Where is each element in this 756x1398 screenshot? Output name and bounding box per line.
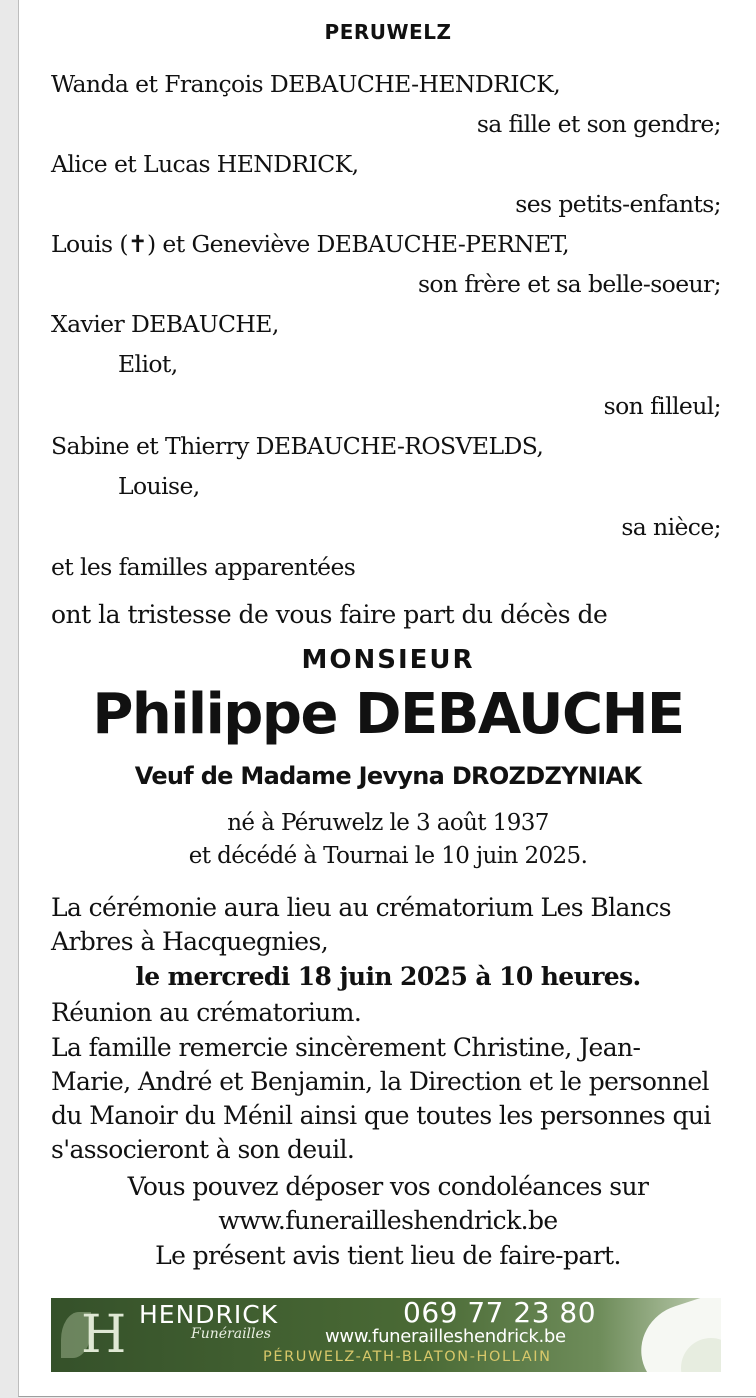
family-line: Louis (✝) et Geneviève DEBAUCHE-PERNET, xyxy=(51,230,570,258)
banner-brand: HENDRICK xyxy=(139,1300,279,1329)
ceremony-datetime: le mercredi 18 juin 2025 à 10 heures. xyxy=(135,962,641,991)
relation-line: sa fille et son gendre; xyxy=(476,110,721,138)
deceased-name: Philippe DEBAUCHE xyxy=(92,682,684,747)
funeral-home-logo: H xyxy=(81,1305,127,1365)
family-line: Xavier DEBAUCHE, xyxy=(51,310,279,338)
family-line: Louise, xyxy=(118,472,200,500)
family-line: Eliot, xyxy=(118,350,178,378)
banner-brand-sub: Funérailles xyxy=(191,1326,271,1342)
relation-line: son frère et sa belle-soeur; xyxy=(417,270,721,298)
family-line: Sabine et Thierry DEBAUCHE-ROSVELDS, xyxy=(51,432,544,460)
ceremony-line: La cérémonie aura lieu au crématorium Les Blancs xyxy=(51,893,671,922)
notice-line: Le présent avis tient lieu de faire-part. xyxy=(155,1241,621,1270)
funeral-home-banner[interactable] xyxy=(51,1298,721,1372)
announcement-line: ont la tristesse de vous faire part du décès de xyxy=(51,600,608,629)
banner-website: www.funerailleshendrick.be xyxy=(325,1326,566,1347)
family-line: et les familles apparentées xyxy=(51,553,356,581)
thanks-line: s'associeront à son deuil. xyxy=(51,1135,355,1164)
death-line: et décédé à Tournai le 10 juin 2025. xyxy=(188,843,588,869)
relation-line: son filleul; xyxy=(603,392,721,420)
banner-phone: 069 77 23 80 xyxy=(403,1298,597,1329)
family-line: Alice et Lucas HENDRICK, xyxy=(51,150,359,178)
condolences-line: Vous pouvez déposer vos condoléances sur xyxy=(127,1172,649,1201)
obituary-notice xyxy=(18,0,756,1397)
town-heading: PERUWELZ xyxy=(324,20,452,44)
website-link[interactable]: www.funerailleshendrick.be xyxy=(218,1206,558,1235)
deceased-title: MONSIEUR xyxy=(301,645,475,675)
banner-locations: PÉRUWELZ-ATH-BLATON-HOLLAIN xyxy=(263,1349,552,1365)
ceremony-line: Arbres à Hacquegnies, xyxy=(51,927,329,956)
thanks-line: La famille remercie sincèrement Christine, Jean- xyxy=(51,1033,641,1062)
thanks-line: Marie, André et Benjamin, la Direction et le personnel xyxy=(51,1067,709,1096)
gathering-line: Réunion au crématorium. xyxy=(51,998,362,1027)
birth-line: né à Péruwelz le 3 août 1937 xyxy=(227,810,549,836)
widow-of-line: Veuf de Madame Jevyna DROZDZYNIAK xyxy=(134,762,642,790)
family-line: Wanda et François DEBAUCHE-HENDRICK, xyxy=(51,70,561,98)
thanks-line: du Manoir du Ménil ainsi que toutes les personnes qui xyxy=(51,1101,711,1130)
relation-line: ses petits-enfants; xyxy=(515,190,721,218)
relation-line: sa nièce; xyxy=(621,513,721,541)
